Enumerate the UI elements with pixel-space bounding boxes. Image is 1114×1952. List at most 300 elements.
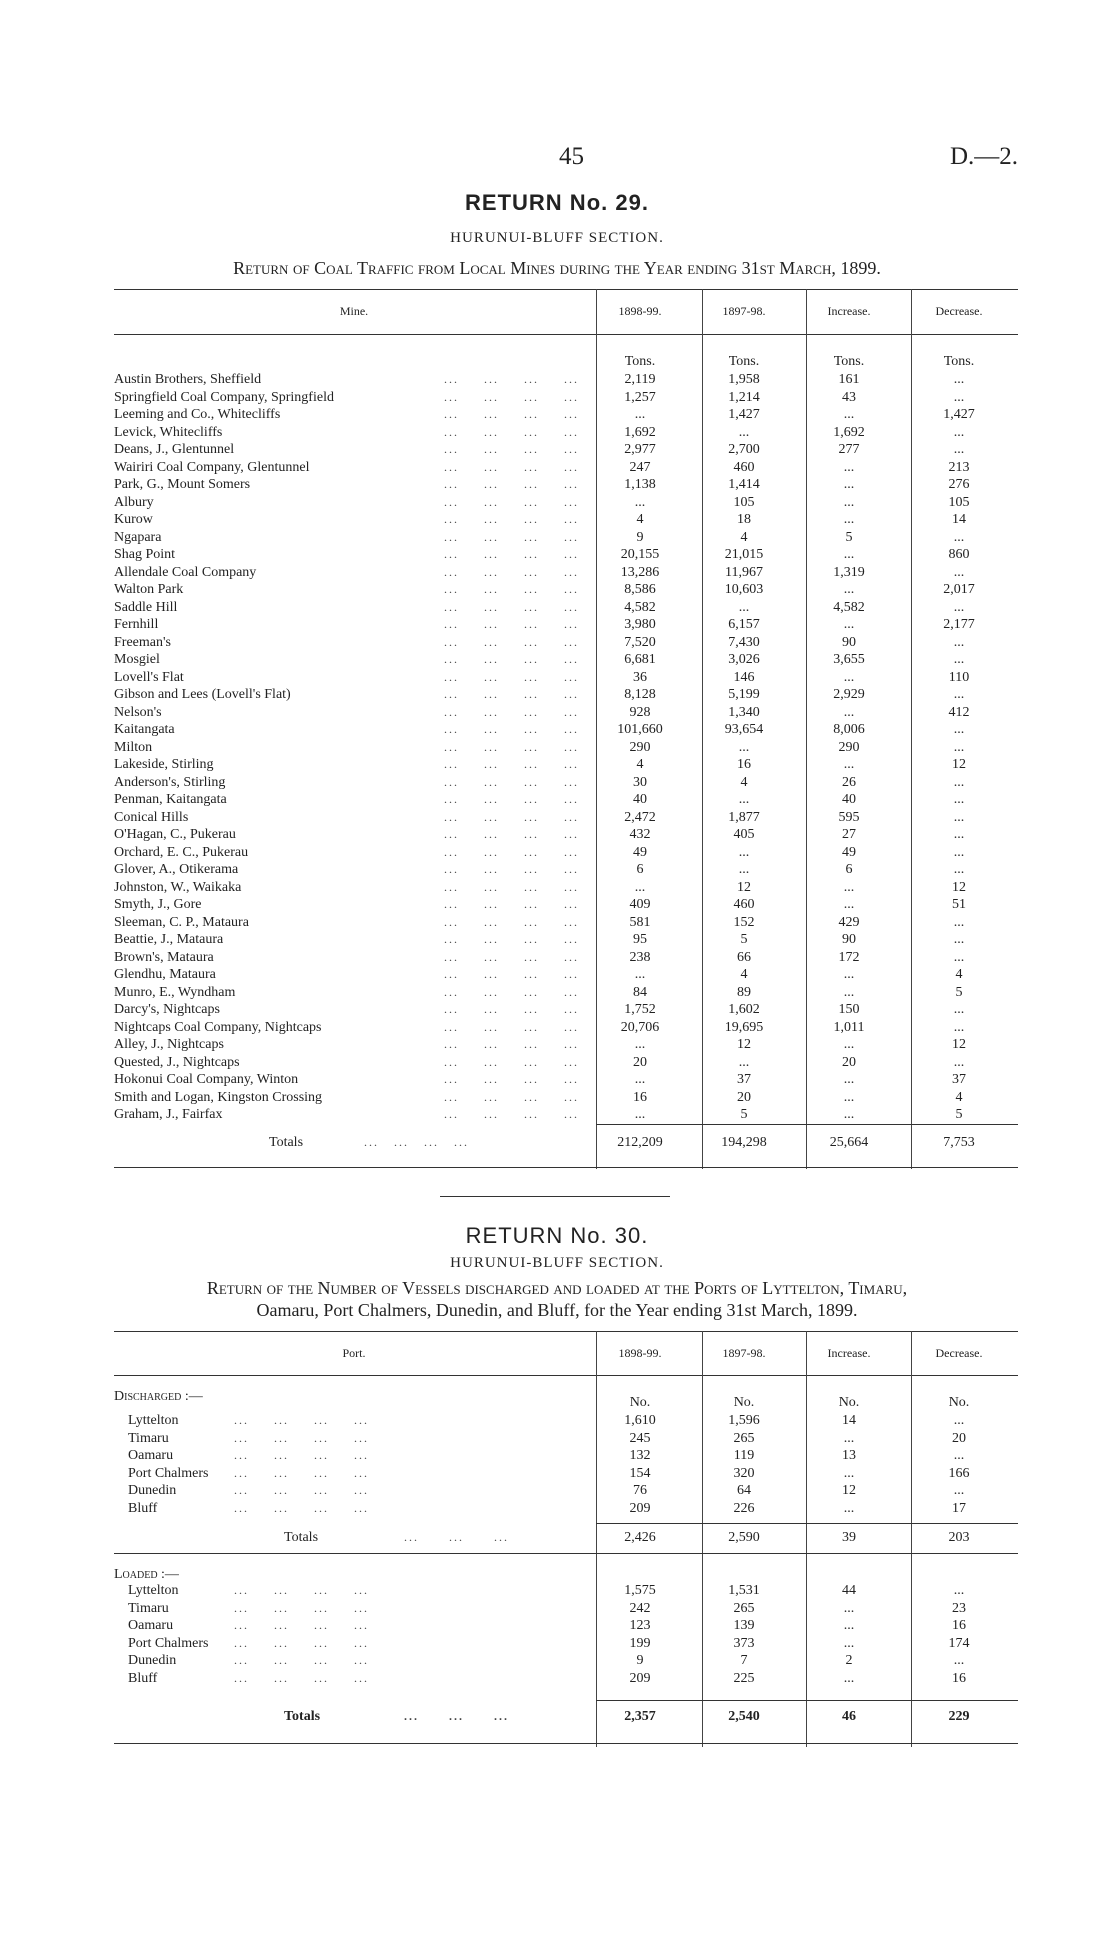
value-increase: ... [843, 757, 855, 772]
value-increase: 27 [842, 827, 856, 842]
value-1897: 20 [737, 1089, 751, 1105]
value-1898: 7,520 [624, 634, 656, 650]
value-1898: 209 [629, 1500, 651, 1516]
value-increase: ... [843, 494, 855, 510]
value-increase: ... [843, 967, 855, 982]
value-increase: ... [843, 1600, 855, 1616]
value-decrease: ... [953, 827, 965, 842]
value-decrease: ... [953, 442, 965, 457]
value-increase: ... [843, 879, 855, 895]
row-name: Smith and Logan, Kingston Crossing [114, 1089, 323, 1105]
leader-dots: ... ... ... ... [444, 809, 579, 824]
leader-dots: ... ... ... ... [444, 844, 579, 859]
value-increase: 2 [845, 1653, 853, 1668]
value-1898: 409 [629, 897, 651, 912]
row-name: Freeman's [114, 634, 171, 650]
value-1897: 1,602 [728, 1002, 760, 1017]
col-1897: 1897-98. [722, 304, 766, 318]
leader-dots: ... ... ... ... [444, 599, 579, 614]
value-decrease: ... [953, 739, 965, 755]
row-name: Glover, A., Otikerama [114, 862, 239, 877]
value-increase: 429 [838, 914, 860, 930]
table-row [114, 704, 1018, 721]
value-increase: ... [843, 1107, 855, 1122]
value-1898: 199 [629, 1635, 651, 1651]
leader-dots: ... ... ... ... [444, 774, 579, 789]
value-decrease: 51 [952, 897, 966, 912]
leader-dots: ... ... ... ... [444, 687, 579, 701]
value-1897: ... [738, 844, 750, 860]
value-1897: 5,199 [728, 687, 760, 702]
value-1897: 1,958 [728, 372, 760, 387]
leader-dots: ... ... ... ... [444, 722, 579, 736]
value-increase: 20 [842, 1054, 856, 1070]
row-name: Darcy's, Nightcaps [114, 1002, 220, 1017]
leader-dots: ... ... ... ... [234, 1430, 369, 1445]
value-1898: 13,286 [620, 564, 660, 580]
value-decrease: ... [953, 1054, 965, 1070]
value-1898: 1,752 [624, 1002, 656, 1017]
value-1898: 132 [629, 1448, 651, 1463]
value-increase: ... [843, 1635, 855, 1651]
value-1897: 1,340 [728, 704, 760, 720]
leader-dots: ... ... ... ... [234, 1670, 369, 1685]
value-increase: 1,319 [833, 564, 865, 580]
row-name: Saddle Hill [114, 599, 178, 615]
value-increase: 12 [842, 1483, 856, 1498]
value-1898: 20,155 [620, 547, 660, 562]
value-1898: 20,706 [620, 1019, 660, 1035]
table-row [114, 914, 1018, 931]
table-row [114, 459, 1018, 476]
value-increase: ... [843, 669, 855, 685]
row-name: Deans, J., Glentunnel [114, 442, 235, 457]
table-row [114, 966, 1018, 983]
value-1897: 265 [733, 1430, 755, 1446]
leader-dots: ... ... ... ... [234, 1465, 369, 1480]
table-row [114, 1430, 1018, 1447]
value-1897: 373 [733, 1635, 755, 1651]
row-name: Austin Brothers, Sheffield [114, 372, 262, 387]
leader-dots: ... ... ... ... [234, 1500, 369, 1515]
value-1898: ... [634, 879, 646, 895]
value-1897: 1,427 [728, 407, 760, 422]
row-name: Leeming and Co., Whitecliffs [114, 407, 281, 422]
value-increase: 49 [842, 844, 856, 860]
value-decrease: 17 [952, 1500, 966, 1516]
value-1898: 2,977 [624, 442, 656, 457]
value-1897: 225 [733, 1670, 755, 1686]
leader-dots: ... ... ... ... [444, 914, 579, 929]
value-decrease: ... [953, 1483, 965, 1498]
vessels-table [114, 1331, 1018, 1747]
table-row [114, 739, 1018, 756]
table-row [114, 1600, 1018, 1617]
value-increase: 4,582 [833, 599, 865, 615]
row-name: Bluff [128, 1670, 158, 1686]
value-increase: ... [843, 1618, 855, 1633]
value-1898: 290 [629, 739, 651, 755]
loaded-label: Loaded :— [114, 1567, 179, 1582]
row-name: Port Chalmers [128, 1465, 209, 1481]
table-row [114, 756, 1018, 773]
value-decrease: ... [953, 529, 965, 545]
value-1897: 5 [740, 1107, 748, 1122]
table-row [114, 1635, 1018, 1652]
row-name: Gibson and Lees (Lovell's Flat) [114, 687, 291, 702]
value-1897: 89 [737, 984, 751, 1000]
table-row [114, 389, 1018, 406]
table-row [114, 1054, 1018, 1071]
table-row [114, 1036, 1018, 1053]
leader-dots: ... ... ... ... [444, 617, 579, 631]
table-row [114, 1617, 1018, 1634]
row-name: Brown's, Mataura [114, 949, 214, 965]
table-row [114, 826, 1018, 843]
value-1898: 36 [633, 669, 647, 685]
row-name: Conical Hills [114, 809, 189, 825]
value-1898: 1,692 [624, 424, 656, 440]
value-1897: 226 [733, 1500, 755, 1516]
value-decrease: ... [953, 1583, 965, 1598]
table-row [114, 721, 1018, 738]
row-name: Bluff [128, 1500, 158, 1516]
leader-dots: ... ... ... ... [444, 442, 579, 456]
leader-dots: ... ... ... ... [444, 372, 579, 386]
value-decrease: ... [953, 389, 965, 405]
value-1898: 76 [633, 1483, 647, 1498]
return-29-subtitle: Return of Coal Traffic from Local Mines during the Year ending 31st March, 1899. [233, 258, 881, 278]
value-increase: ... [843, 1037, 855, 1052]
table-row [114, 1582, 1018, 1599]
value-1897: ... [738, 739, 750, 755]
value-1898: 6,681 [624, 652, 656, 667]
value-increase: ... [843, 582, 855, 597]
leader-dots: ... ... ... ... [444, 547, 579, 561]
value-decrease: 5 [955, 1107, 963, 1122]
table-row [114, 581, 1018, 598]
leader-dots: ... ... ... ... [444, 862, 579, 876]
value-1897: 460 [733, 459, 755, 475]
row-name: Albury [114, 494, 154, 510]
col-decrease: Decrease. [935, 304, 983, 318]
row-name: Port Chalmers [128, 1635, 209, 1651]
value-decrease: 37 [952, 1072, 966, 1087]
coal-traffic-table [114, 289, 1018, 1169]
table-row [114, 371, 1018, 388]
value-decrease: 2,017 [943, 582, 975, 597]
table-row [114, 1019, 1018, 1036]
value-1897: 1,414 [728, 477, 760, 492]
row-name: O'Hagan, C., Pukerau [114, 827, 236, 842]
value-decrease: ... [953, 1019, 965, 1035]
value-1897: 146 [733, 669, 755, 685]
value-1897: 18 [737, 512, 751, 527]
table-row [114, 1447, 1018, 1464]
document-code: D.—2. [949, 143, 1018, 170]
value-1897: 19,695 [724, 1019, 764, 1035]
value-decrease: 12 [952, 1037, 966, 1052]
value-decrease: ... [953, 949, 965, 965]
table-row [114, 984, 1018, 1001]
table-row [114, 511, 1018, 528]
value-decrease: ... [953, 792, 965, 807]
value-increase: 13 [842, 1448, 856, 1463]
value-1897: 105 [733, 494, 755, 510]
value-1897: 93,654 [724, 722, 764, 737]
table-row [114, 599, 1018, 616]
value-1897: 152 [733, 914, 755, 930]
value-increase: ... [843, 512, 855, 527]
value-decrease: 16 [952, 1670, 966, 1686]
leader-dots: ... ... ... ... [234, 1600, 369, 1615]
row-name: Wairiri Coal Company, Glentunnel [114, 459, 310, 475]
table-row [114, 791, 1018, 808]
table-row [114, 879, 1018, 896]
leader-dots: ... ... ... ... [444, 879, 579, 894]
value-1898: 209 [629, 1670, 651, 1686]
value-decrease: 174 [948, 1635, 970, 1651]
row-name: Beattie, J., Mataura [114, 932, 224, 947]
table-header [114, 289, 1018, 333]
value-1897: 5 [740, 932, 748, 947]
leader-dots: ... ... ... ... [444, 512, 579, 526]
value-increase: 161 [838, 372, 860, 387]
row-name: Johnston, W., Waikaka [114, 879, 242, 895]
value-1897: 6,157 [728, 617, 760, 632]
row-name: Walton Park [114, 582, 184, 597]
value-decrease: 166 [948, 1465, 970, 1481]
leader-dots: ... ... ... ... [444, 932, 579, 946]
col-1897: 1897-98. [722, 1346, 766, 1360]
col-1898: 1898-99. [618, 1346, 662, 1360]
row-name: Oamaru [128, 1618, 174, 1633]
value-1898: 4 [636, 757, 644, 772]
value-1898: 245 [629, 1430, 651, 1446]
value-1897: 1,596 [728, 1413, 760, 1428]
leader-dots: ... ... ... ... [444, 494, 579, 509]
value-decrease: ... [953, 564, 965, 580]
leader-dots: ... ... ... ... [444, 1054, 579, 1069]
table-row [114, 686, 1018, 703]
value-1897: ... [738, 424, 750, 440]
value-1898: 247 [629, 459, 651, 475]
value-1898: 8,586 [624, 582, 656, 597]
leader-dots: ... ... ... ... [444, 827, 579, 841]
value-decrease: 16 [952, 1618, 966, 1633]
return-29-title: RETURN No. 29. [465, 190, 649, 215]
value-1898: 154 [629, 1465, 651, 1481]
leader-dots: ... ... ... ... [444, 1019, 579, 1034]
row-name: Lyttelton [128, 1583, 179, 1598]
units-row: No. No. No. No. [629, 1395, 970, 1410]
value-1897: 2,700 [728, 442, 760, 457]
value-increase: ... [843, 1072, 855, 1087]
value-1897: 12 [737, 1037, 751, 1052]
row-name: Dunedin [128, 1653, 177, 1668]
value-decrease: ... [953, 774, 965, 790]
row-name: Oamaru [128, 1448, 174, 1463]
row-name: Munro, E., Wyndham [114, 984, 236, 1000]
discharged-label: Discharged :— [114, 1389, 203, 1404]
leader-dots: ... ... ... ... [444, 669, 579, 684]
value-increase: 172 [838, 949, 860, 965]
leader-dots: ... ... ... ... [444, 984, 579, 999]
leader-dots: ... ... ... ... [444, 792, 579, 806]
leader-dots: ... ... ... ... [444, 1107, 579, 1121]
table-row [114, 1001, 1018, 1018]
leader-dots: ... ... ... ... [444, 389, 579, 404]
table-row [114, 529, 1018, 546]
value-1897: 16 [737, 757, 751, 772]
table-row [114, 1412, 1018, 1429]
table-row [114, 564, 1018, 581]
value-1897: 405 [733, 827, 755, 842]
value-decrease: 1,427 [943, 407, 975, 422]
row-name: Glendhu, Mataura [114, 967, 216, 982]
value-1898: 8,128 [624, 687, 656, 702]
col-decrease: Decrease. [935, 1346, 983, 1360]
value-1898: 4,582 [624, 599, 656, 615]
value-1898: 3,980 [624, 617, 656, 632]
value-increase: 1,011 [833, 1019, 865, 1035]
value-1898: 238 [629, 949, 651, 965]
value-decrease: ... [953, 1448, 965, 1463]
value-1898: ... [634, 967, 646, 982]
value-decrease: 23 [952, 1600, 966, 1616]
value-increase: 290 [838, 739, 860, 755]
col-port: Port. [342, 1346, 366, 1360]
value-1898: 16 [633, 1089, 647, 1105]
separator-rule [440, 1196, 670, 1197]
row-name: Graham, J., Fairfax [114, 1107, 223, 1122]
value-increase: ... [843, 1465, 855, 1481]
row-name: Lyttelton [128, 1413, 179, 1428]
table-row [114, 931, 1018, 948]
value-increase: ... [843, 547, 855, 562]
value-1897: 1,531 [728, 1583, 760, 1598]
value-increase: 3,655 [833, 652, 865, 667]
row-name: Timaru [128, 1430, 169, 1446]
leader-dots: ... ... ... ... [444, 477, 579, 491]
table-row [114, 616, 1018, 633]
value-increase: 6 [845, 862, 853, 877]
value-1897: 37 [737, 1072, 751, 1087]
col-1898: 1898-99. [618, 304, 662, 318]
leader-dots: ... ... ... ... [444, 564, 579, 579]
return-30-subtitle-1: Return of the Number of Vessels discharged and loaded at the Ports of Lyttelton, Timaru, [206, 1278, 908, 1298]
leader-dots: ... ... ... ... [444, 582, 579, 596]
leader-dots: ... ... ... ... [444, 1037, 579, 1051]
value-decrease: ... [953, 652, 965, 667]
col-increase: Increase. [827, 1346, 871, 1360]
value-increase: ... [843, 1089, 855, 1105]
value-1897: 64 [737, 1483, 751, 1498]
units-row: Tons. Tons. Tons. Tons. [624, 354, 975, 369]
value-1897: 119 [733, 1448, 755, 1463]
value-decrease: ... [953, 424, 965, 440]
leader-dots: ... ... ... ... [444, 704, 579, 719]
value-1898: 1,610 [624, 1413, 656, 1428]
value-decrease: ... [953, 1413, 965, 1428]
leader-dots: ... ... ... ... [234, 1413, 369, 1427]
value-increase: ... [843, 984, 855, 1000]
row-name: Dunedin [128, 1483, 177, 1498]
value-decrease: ... [953, 599, 965, 615]
leader-dots: ... ... ... ... [444, 757, 579, 771]
row-name: Ngapara [114, 529, 162, 545]
value-increase: 277 [838, 442, 860, 457]
value-1897: 265 [733, 1600, 755, 1616]
value-increase: ... [843, 1670, 855, 1686]
value-decrease: ... [953, 687, 965, 702]
row-name: Kurow [114, 512, 153, 527]
value-1897: 4 [740, 529, 748, 545]
leader-dots: ... ... ... ... [444, 529, 579, 544]
table-row [114, 774, 1018, 791]
value-1897: 1,214 [728, 389, 760, 405]
leader-dots: ... ... ... ... [444, 967, 579, 981]
table-row [114, 669, 1018, 686]
value-1898: 242 [629, 1600, 651, 1616]
value-decrease: ... [953, 372, 965, 387]
value-decrease: ... [953, 722, 965, 737]
table-row [114, 896, 1018, 913]
row-name: Sleeman, C. P., Mataura [114, 914, 249, 930]
row-name: Fernhill [114, 617, 159, 632]
table-row [114, 1670, 1018, 1687]
value-1897: 21,015 [724, 547, 764, 562]
value-1898: 20 [633, 1054, 647, 1070]
row-name: Nelson's [114, 704, 162, 720]
leader-dots: ... ... ... ... [234, 1653, 369, 1667]
value-1897: 139 [733, 1618, 755, 1633]
value-increase: ... [843, 407, 855, 422]
value-decrease: 14 [952, 512, 966, 527]
value-1898: 2,472 [624, 809, 656, 825]
leader-dots: ... ... ... ... [444, 424, 579, 439]
leader-dots: ... ... ... ... [444, 634, 579, 649]
col-increase: Increase. [827, 304, 871, 318]
row-name: Mosgiel [114, 652, 160, 667]
value-1898: 1,257 [624, 389, 656, 405]
row-name: Levick, Whitecliffs [114, 424, 223, 440]
return-30-title: RETURN No. 30. [465, 1223, 649, 1248]
value-increase: 150 [838, 1002, 860, 1017]
value-increase: ... [843, 459, 855, 475]
table-row [114, 1089, 1018, 1106]
return-30-section: HURUNUI-BLUFF SECTION. [450, 1255, 664, 1271]
table-row [114, 424, 1018, 441]
value-1898: 6 [636, 862, 644, 877]
totals-row: Totals ... ... ... ... 212,209 194,298 25,664 7,753 [269, 1135, 975, 1150]
row-name: Anderson's, Stirling [114, 774, 226, 790]
value-1898: ... [634, 494, 646, 510]
leader-dots: ... ... ... ... [234, 1483, 369, 1497]
value-1898: 101,660 [617, 722, 663, 737]
row-name: Smyth, J., Gore [114, 897, 202, 912]
discharged-totals-row: Totals ... ... ... 2,426 2,590 39 203 [284, 1530, 970, 1545]
value-1898: 40 [633, 792, 647, 807]
table-row [114, 1465, 1018, 1482]
value-1897: 10,603 [724, 582, 764, 597]
leader-dots: ... ... ... ... [234, 1635, 369, 1650]
table-row [114, 949, 1018, 966]
value-increase: ... [843, 704, 855, 720]
value-1898: 9 [636, 529, 644, 545]
row-name: Hokonui Coal Company, Winton [114, 1072, 299, 1087]
page-number: 45 [559, 143, 584, 170]
